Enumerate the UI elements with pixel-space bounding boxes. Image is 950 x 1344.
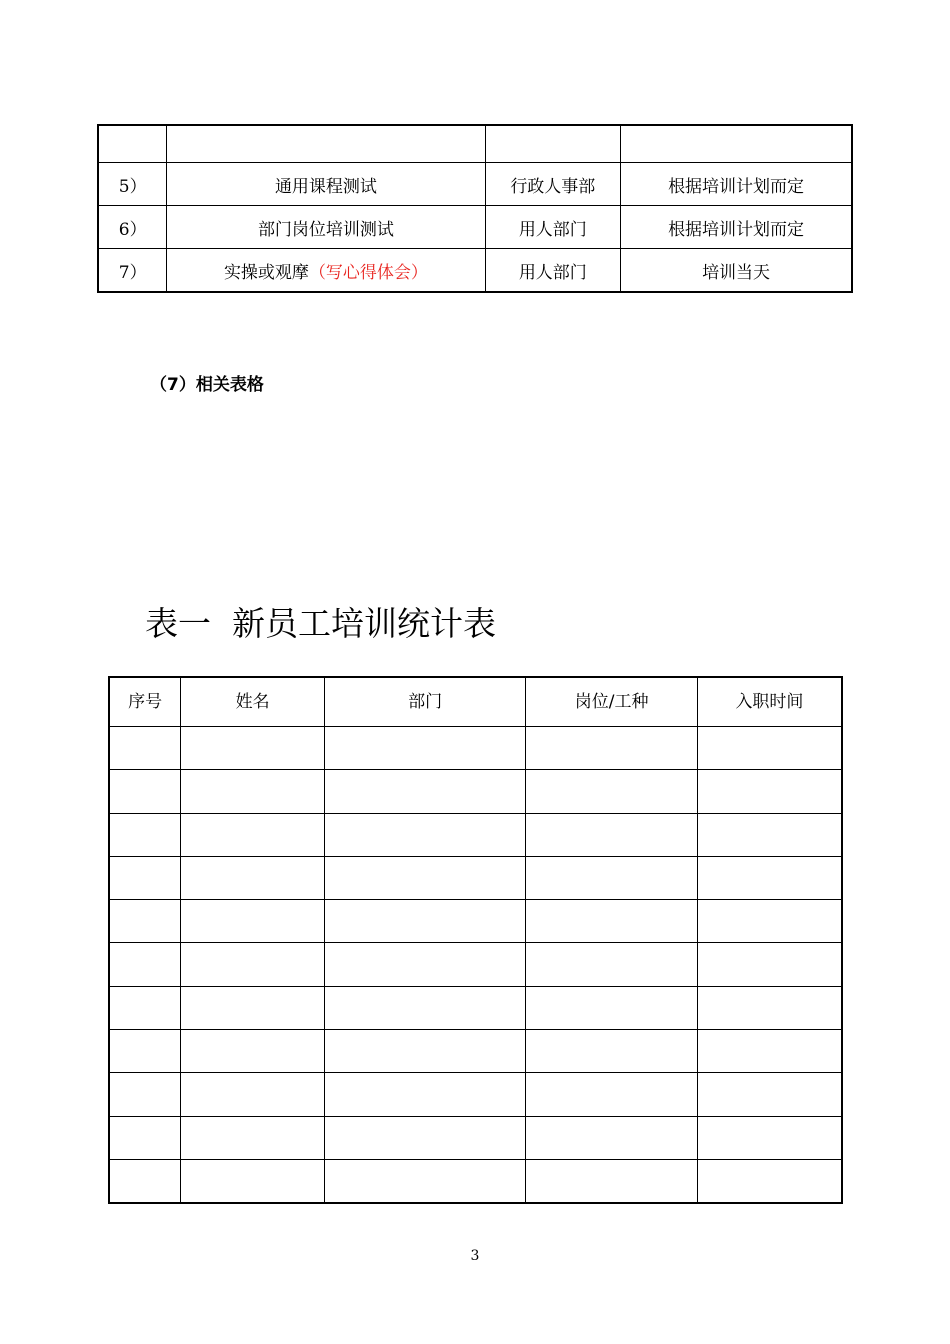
table-cell <box>526 1030 698 1073</box>
table-cell <box>167 125 485 163</box>
table-cell <box>181 1159 325 1203</box>
responsible-dept: 行政人事部 <box>485 163 621 206</box>
table-row <box>98 249 852 293</box>
row-number: 5） <box>98 163 167 206</box>
page-number: 3 <box>470 1248 480 1264</box>
table-cell <box>324 813 525 856</box>
table-cell <box>697 943 842 986</box>
table-cell <box>324 943 525 986</box>
table-row <box>109 1116 842 1159</box>
table-cell <box>697 727 842 770</box>
table-cell <box>526 1116 698 1159</box>
table-cell <box>526 856 698 899</box>
table-cell <box>324 900 525 943</box>
table-row <box>109 856 842 899</box>
table-cell <box>109 1073 181 1116</box>
table-row <box>109 727 842 770</box>
table-cell <box>526 813 698 856</box>
table-cell <box>697 1030 842 1073</box>
table-cell <box>109 813 181 856</box>
table-cell <box>324 770 525 813</box>
table-cell <box>181 943 325 986</box>
table-row <box>109 770 842 813</box>
table-cell <box>697 813 842 856</box>
table-cell <box>181 770 325 813</box>
table-cell <box>109 727 181 770</box>
table-cell <box>526 770 698 813</box>
table-cell <box>697 1073 842 1116</box>
table-cell <box>526 900 698 943</box>
form-title: 表一 新员工培训统计表 <box>145 604 496 643</box>
table-cell <box>324 856 525 899</box>
table-cell <box>181 856 325 899</box>
table-cell <box>181 1073 325 1116</box>
training-item-text: 部门岗位培训测试 <box>257 219 394 240</box>
table-cell <box>109 986 181 1029</box>
table-cell <box>109 943 181 986</box>
section-heading: （7）相关表格 <box>150 375 264 395</box>
table-row <box>109 813 842 856</box>
schedule-time: 培训当天 <box>621 249 852 293</box>
table-row <box>109 1159 842 1203</box>
new-employee-training-stats-table <box>108 676 843 1204</box>
column-header-position: 岗位/工种 <box>526 677 698 727</box>
table-row <box>109 943 842 986</box>
table-cell <box>109 770 181 813</box>
table-cell <box>109 900 181 943</box>
table-cell <box>109 856 181 899</box>
table-cell <box>181 900 325 943</box>
table-cell <box>697 770 842 813</box>
table-cell <box>109 1159 181 1203</box>
table-cell <box>324 1073 525 1116</box>
training-schedule-table <box>97 124 853 293</box>
responsible-dept: 用人部门 <box>485 206 621 249</box>
table-row <box>109 986 842 1029</box>
training-item-text: 实操或观摩 <box>223 262 309 283</box>
table-cell <box>324 727 525 770</box>
column-header-name: 姓名 <box>181 677 325 727</box>
table-cell <box>181 986 325 1029</box>
table-row <box>98 125 852 163</box>
table-cell <box>526 943 698 986</box>
training-item-note: （写心得体会） <box>308 262 428 283</box>
training-item <box>167 206 485 249</box>
column-header-serial: 序号 <box>109 677 181 727</box>
schedule-time: 根据培训计划而定 <box>621 163 852 206</box>
table-cell <box>621 125 852 163</box>
table-cell <box>324 1116 525 1159</box>
table-cell <box>98 125 167 163</box>
table-row <box>109 1030 842 1073</box>
table-row <box>98 163 852 206</box>
table-header-row <box>109 677 842 727</box>
table-cell <box>324 1159 525 1203</box>
table-cell <box>181 813 325 856</box>
table-cell <box>697 856 842 899</box>
training-item-text: 通用课程测试 <box>274 176 377 197</box>
table-row <box>98 206 852 249</box>
table-cell <box>526 727 698 770</box>
table-cell <box>526 1073 698 1116</box>
table-cell <box>697 900 842 943</box>
training-item <box>167 249 485 293</box>
table-cell <box>324 986 525 1029</box>
table-cell <box>181 1030 325 1073</box>
column-header-hire-date: 入职时间 <box>697 677 842 727</box>
row-number: 7） <box>98 249 167 293</box>
table-cell <box>697 1116 842 1159</box>
table-cell <box>181 727 325 770</box>
table-cell <box>109 1030 181 1073</box>
table-cell <box>697 986 842 1029</box>
schedule-time: 根据培训计划而定 <box>621 206 852 249</box>
table-cell <box>697 1159 842 1203</box>
table-cell <box>485 125 621 163</box>
table-row <box>109 1073 842 1116</box>
table-cell <box>526 986 698 1029</box>
table-cell <box>526 1159 698 1203</box>
responsible-dept: 用人部门 <box>485 249 621 293</box>
column-header-department: 部门 <box>324 677 525 727</box>
table-cell <box>324 1030 525 1073</box>
training-item <box>167 163 485 206</box>
table-cell <box>181 1116 325 1159</box>
table-row <box>109 900 842 943</box>
row-number: 6） <box>98 206 167 249</box>
table-cell <box>109 1116 181 1159</box>
